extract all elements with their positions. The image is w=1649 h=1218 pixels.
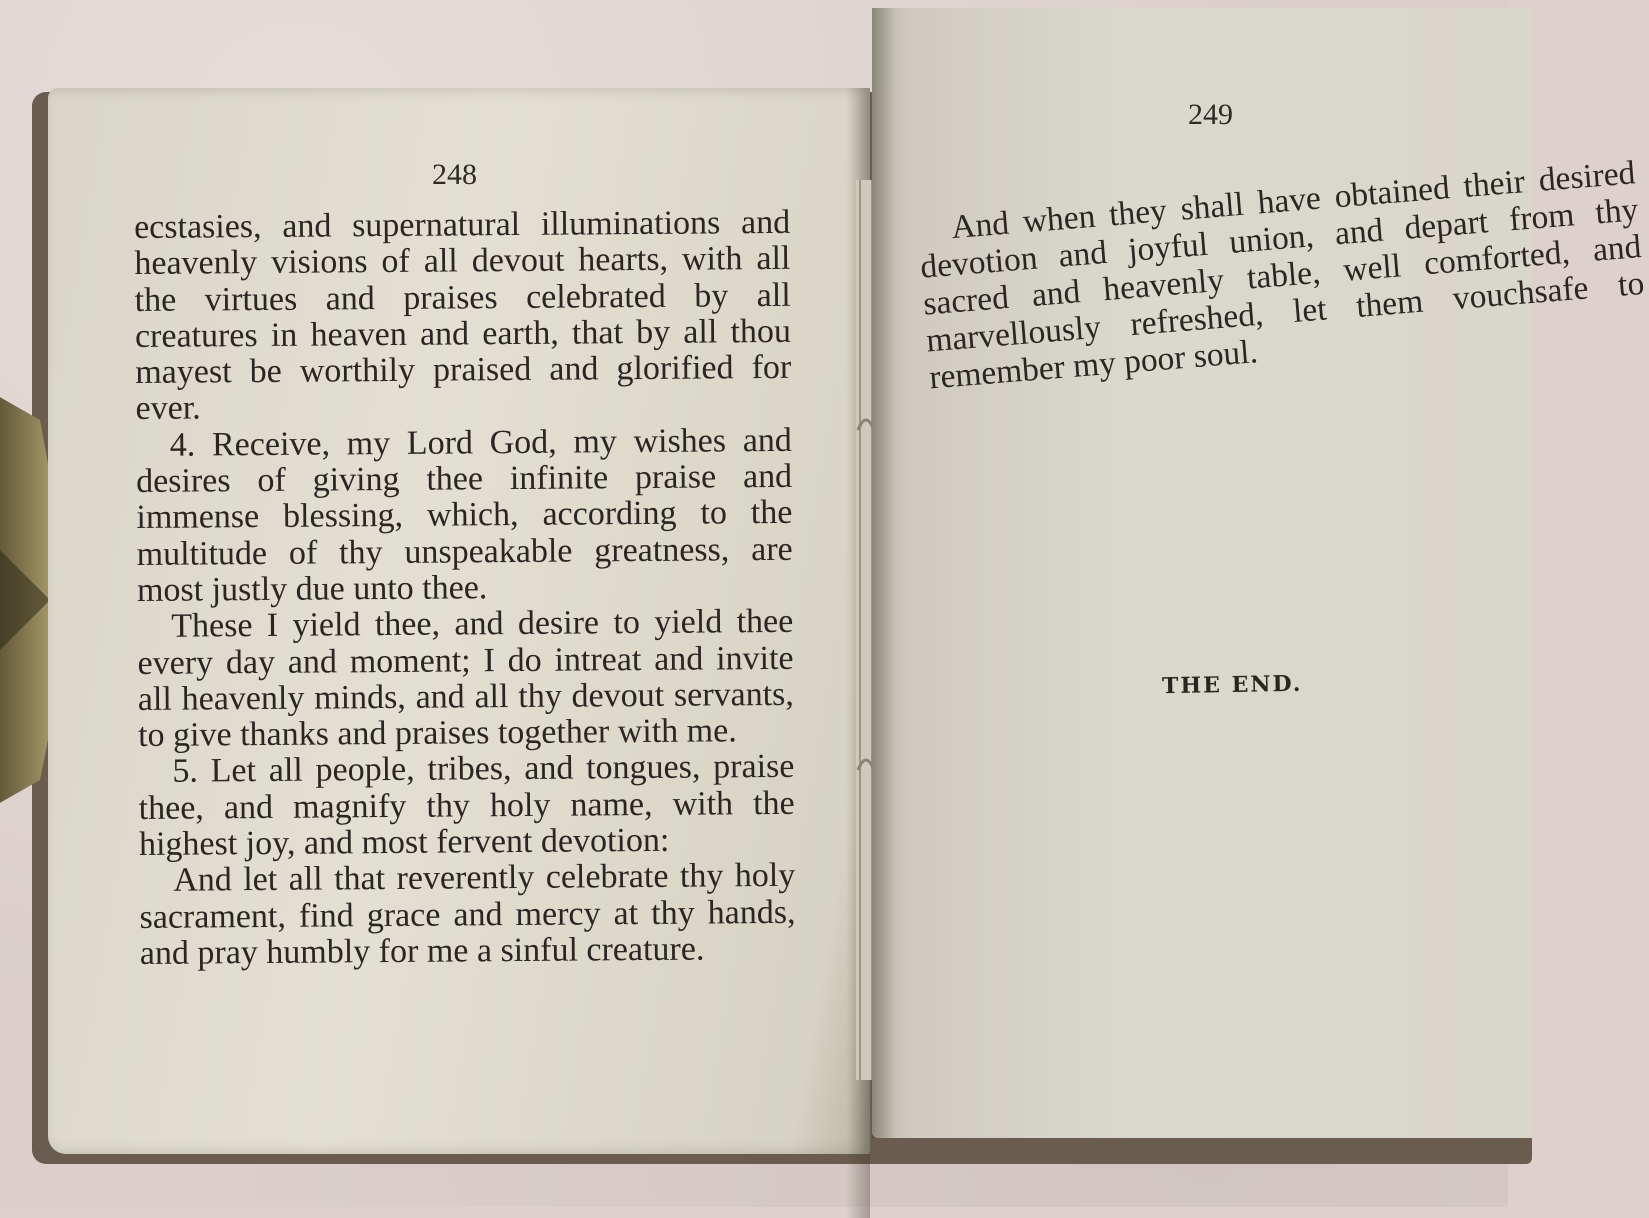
end-mark: THE END. bbox=[1161, 670, 1303, 700]
left-page bbox=[48, 88, 870, 1154]
page-number-left: 248 bbox=[432, 158, 477, 191]
paragraph: 4. Receive, my Lord God, my wishes and desires of giving thee infinite praise and immense blessing, which, according to the multitude of thy unspeakable greatness, are most justly due unto thee. bbox=[135, 421, 793, 609]
paragraph: And when they shall have obtained their desired devotion and joyful union, and depart from thy sacred and heavenly table, well comforted, and marvellously refreshed, let them vouchsafe to remember my poor soul. bbox=[918, 154, 1646, 397]
paragraph: ecstasies, and supernatural illuminations and heavenly visions of all devout hearts, with all the virtues and praises celebrated by all creatures in heaven and earth, that by all thou mayest be worthily praised and glorified for ever. bbox=[133, 203, 792, 428]
spine-shadow bbox=[872, 8, 896, 1138]
right-page bbox=[872, 8, 1646, 1138]
paragraph: 5. Let all people, tribes, and tongues, praise thee, and magnify thy holy name, with the highest joy, and most fervent devotion: bbox=[138, 748, 795, 864]
right-page-text bbox=[916, 154, 1649, 396]
paragraph: These I yield thee, and desire to yield thee every day and moment; I do intreat and invite all heavenly minds, and all thy devout servants, to give thanks and praises together with me. bbox=[137, 603, 794, 755]
page-number-right: 249 bbox=[1188, 98, 1233, 131]
paragraph: And let all that reverently celebrate thy holy sacrament, find grace and mercy at thy hands, and pray humbly for me a sinful creature. bbox=[139, 857, 796, 972]
left-page-text bbox=[134, 205, 796, 972]
